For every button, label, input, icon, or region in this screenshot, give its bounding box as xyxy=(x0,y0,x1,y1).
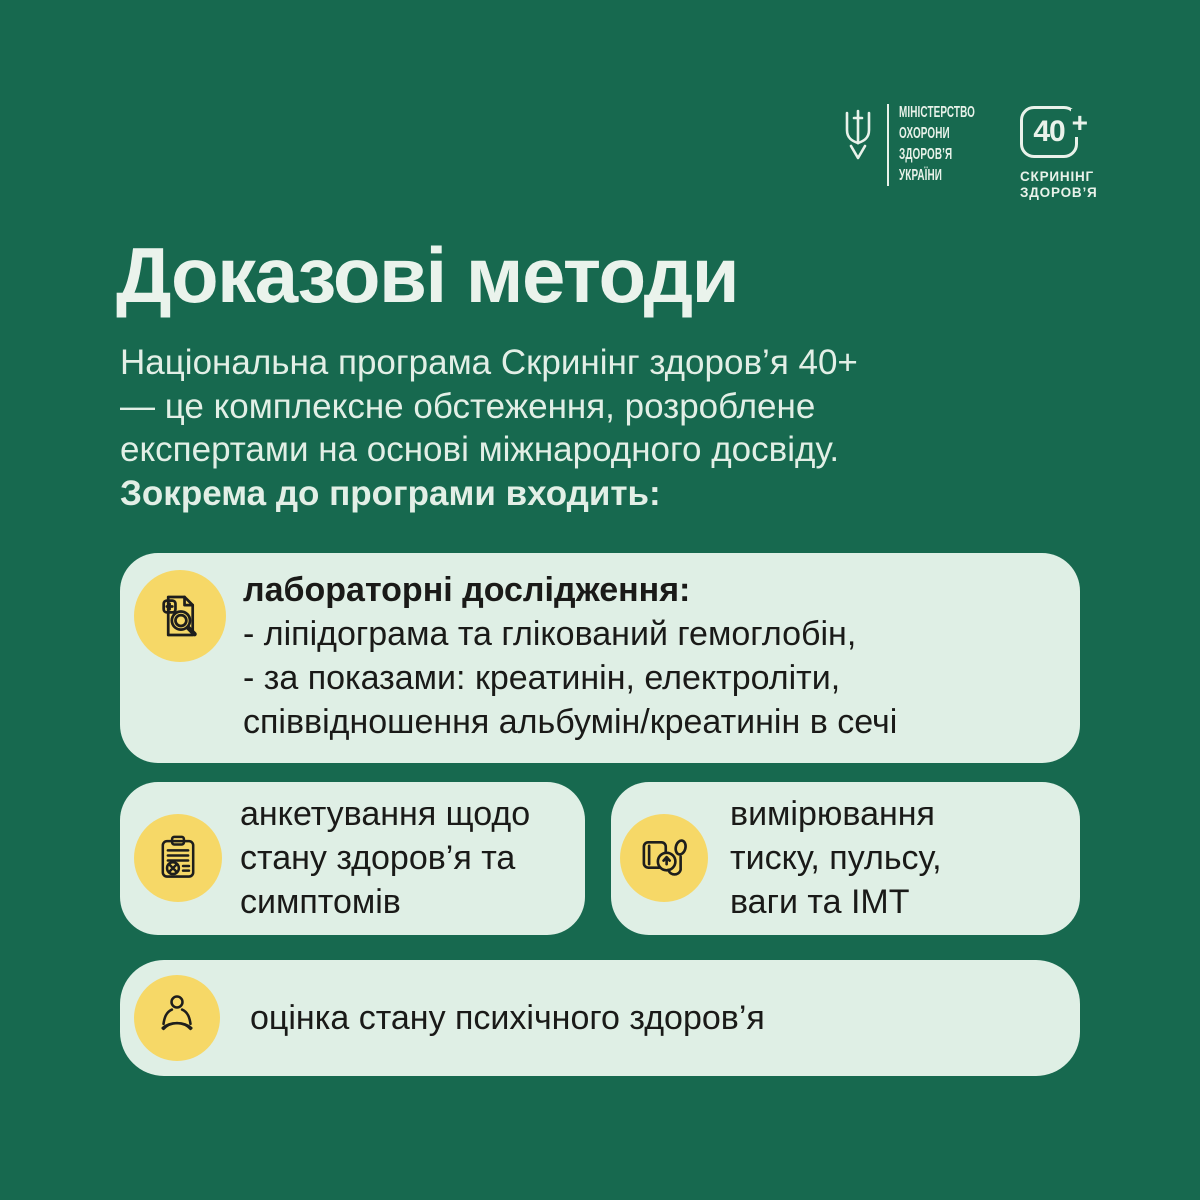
badge-40-box xyxy=(1020,106,1087,158)
intro-bold-line: Зокрема до програми входить: xyxy=(120,473,661,513)
trident-icon xyxy=(841,108,875,164)
meditation-person-icon xyxy=(150,991,204,1045)
measurement-line: вимірювання xyxy=(730,795,935,833)
mental-health-line: оцінка стану психічного здоров’я xyxy=(250,999,765,1037)
ministry-name-line: ОХОРОНИ xyxy=(899,125,950,142)
badge-40-number: 40 xyxy=(1033,115,1065,148)
badge-label-line: СКРИНІНГ xyxy=(1020,169,1094,184)
measurement-icon-circle xyxy=(620,814,708,902)
screening-40-logo xyxy=(1020,106,1098,201)
lab-card-line: - за показами: креатинін, електроліти, xyxy=(243,659,841,697)
measurement-line: ваги та ІМТ xyxy=(730,883,910,921)
ministry-name-line: УКРАЇНИ xyxy=(899,167,943,184)
measurement-card-text xyxy=(730,792,942,924)
logo-divider xyxy=(887,104,889,186)
intro-paragraph xyxy=(120,341,858,515)
measurement-line: тиску, пульсу, xyxy=(730,839,942,877)
clipboard-questionnaire-icon xyxy=(151,831,205,885)
lab-icon-circle xyxy=(134,570,226,662)
card-lab-tests xyxy=(120,553,1080,763)
lab-card-title: лабораторні дослідження: xyxy=(243,571,691,609)
badge-plus-sign: + xyxy=(1071,107,1087,138)
ministry-name-line: МІНІСТЕРСТВО xyxy=(899,104,976,121)
badge-label xyxy=(1020,169,1098,201)
card-measurements xyxy=(611,782,1080,935)
questionnaire-line: симптомів xyxy=(240,883,401,921)
page-title: Доказові методи xyxy=(116,231,739,319)
mental-health-card-text xyxy=(250,960,765,1076)
lab-card-line: - ліпідограма та глікований гемоглобін, xyxy=(243,615,857,653)
intro-line: Національна програма Скринінг здоров’я 40+ xyxy=(120,343,858,382)
mental-health-icon-circle xyxy=(134,975,220,1061)
questionnaire-line: анкетування щодо xyxy=(240,795,531,833)
badge-label-line: ЗДОРОВ’Я xyxy=(1020,185,1098,200)
ministry-name xyxy=(899,102,975,186)
ministry-logo xyxy=(841,98,1022,186)
questionnaire-icon-circle xyxy=(134,814,222,902)
intro-line: — це комплексне обстеження, розроблене xyxy=(120,386,816,426)
lab-document-magnifier-icon xyxy=(151,587,209,645)
lab-card-line: співвідношення альбумін/креатинін в сечі xyxy=(243,703,898,741)
questionnaire-card-text xyxy=(240,792,530,924)
card-mental-health xyxy=(120,960,1080,1076)
questionnaire-line: стану здоров’я та xyxy=(240,839,516,877)
lab-card-text xyxy=(243,568,1063,744)
card-questionnaire xyxy=(120,782,585,935)
ministry-name-line: ЗДОРОВ’Я xyxy=(899,146,953,163)
intro-line: експертами на основі міжнародного досвіду. xyxy=(120,430,840,469)
blood-pressure-monitor-icon xyxy=(636,830,692,886)
